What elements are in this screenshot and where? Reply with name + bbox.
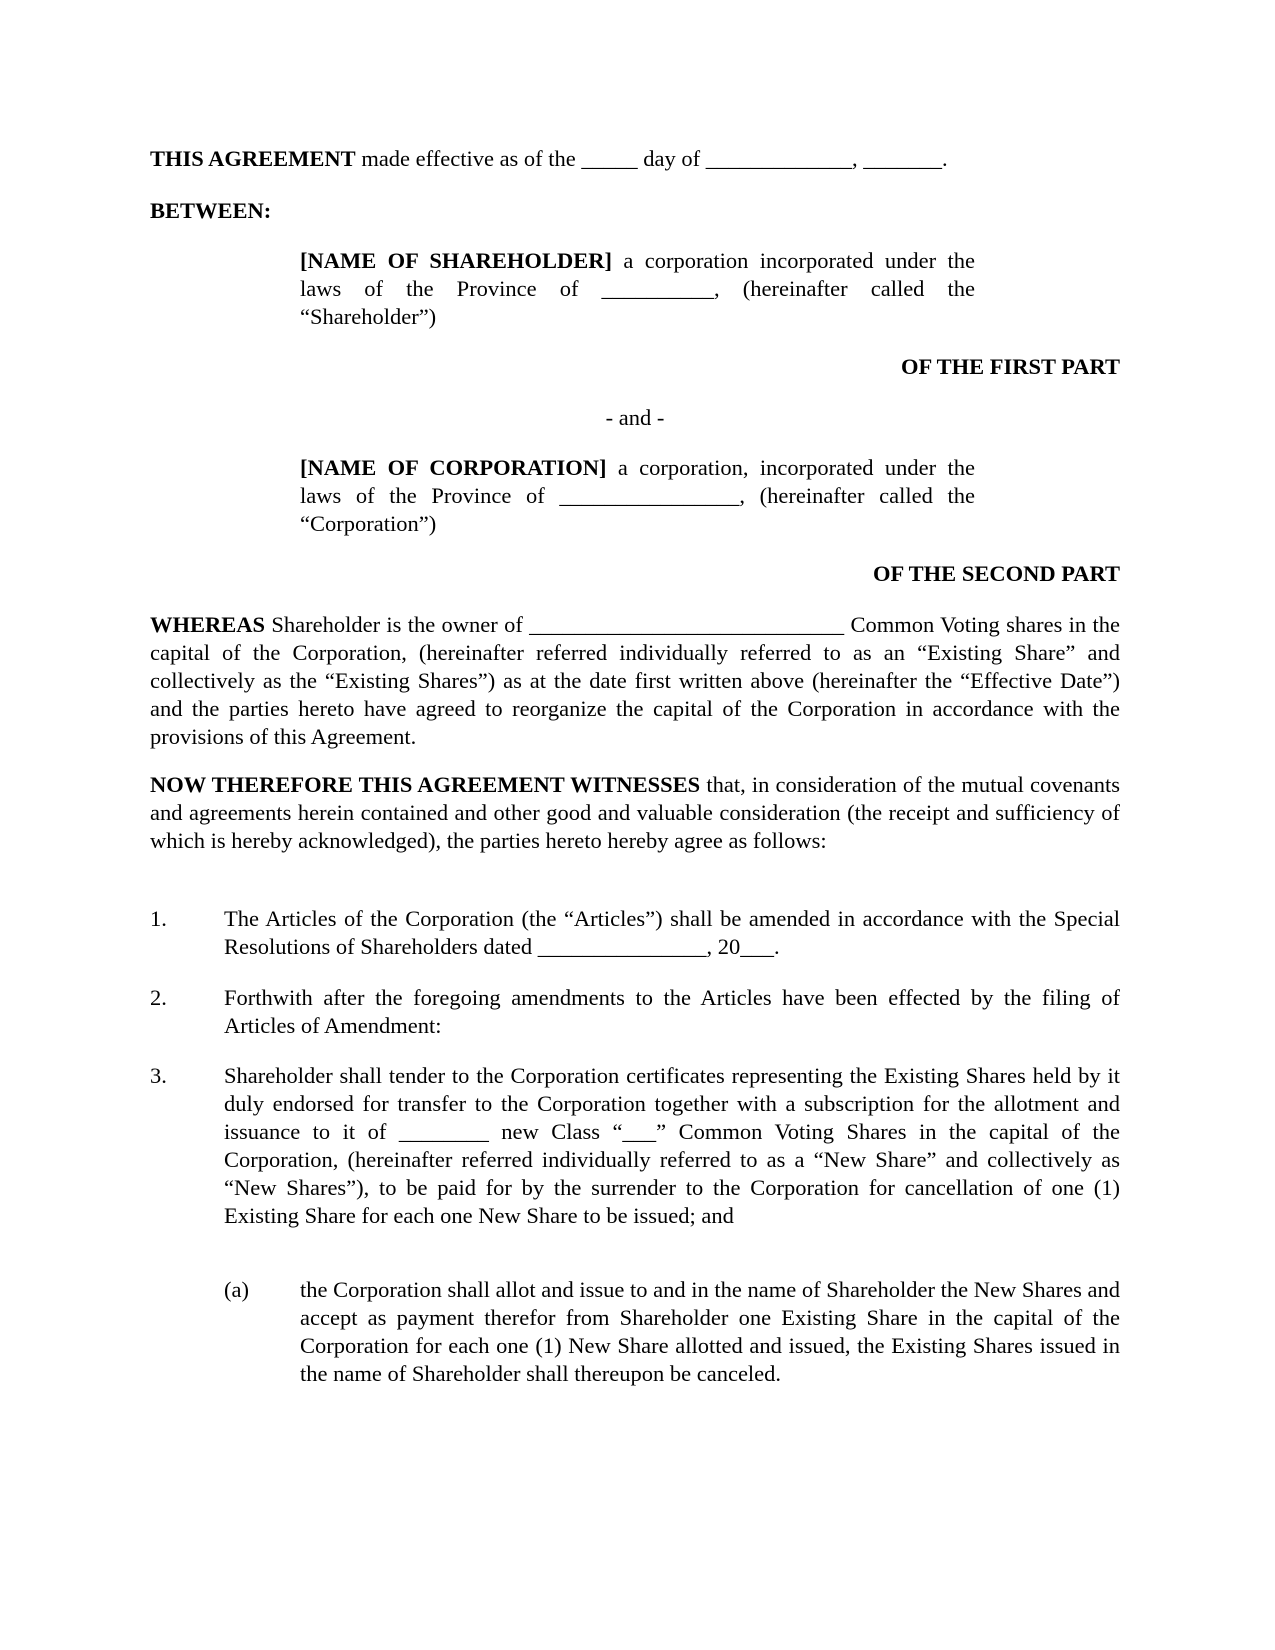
whereas-lead: WHEREAS xyxy=(150,612,266,637)
party-two-name: [NAME OF CORPORATION] xyxy=(300,455,607,480)
subclause-text: the Corporation shall allot and issue to and in the name of Shareholder the New Shares and accept as payment therefor from Shareholder one Existing Share in the capital of the Corporation for each one (1) New Share allotted and issued, the Existing Shares issued in the name of Shareholder shall thereupon be canceled. xyxy=(300,1277,1120,1386)
clause-number: 3. xyxy=(150,1063,167,1088)
clause-number: 1. xyxy=(150,906,167,931)
opening-lead: THIS AGREEMENT xyxy=(150,146,356,171)
opening-paragraph xyxy=(150,145,1120,173)
clause-text: The Articles of the Corporation (the “Articles”) shall be amended in accordance with the Special Resolutions of Shareholders dated _______________, 20___. xyxy=(224,906,1120,959)
party-two-text: a corporation, incorporated under the laws of the Province of ________________, (hereinafter called the “Corporation”) xyxy=(300,455,975,536)
party-two-paragraph xyxy=(300,454,975,538)
first-part-label: OF THE FIRST PART xyxy=(900,354,1120,379)
whereas-text: Shareholder is the owner of ____________________________ Common Voting shares in the capital of the Corporation, (hereinafter referred individually referred to as an “Existing Share” and collectively as the “Existing Shares”) as at the date first written above (hereinafter the “Effective Date”) and the parties hereto have agreed to reorganize the capital of the Corporation in accordance with the provisions of this Agreement. xyxy=(150,612,1120,749)
witnesseth-paragraph xyxy=(150,771,1120,855)
witnesseth-lead: NOW THEREFORE THIS AGREEMENT WITNESSES xyxy=(150,772,701,797)
clause-text: Forthwith after the foregoing amendments to the Articles have been effected by the filing of Articles of Amendment: xyxy=(224,985,1120,1038)
witnesseth-text: that, in consideration of the mutual covenants and agreements herein contained and other good and valuable consideration (the receipt and sufficiency of which is hereby acknowledged), the parties hereto hereby agree as follows: xyxy=(150,772,1121,853)
subclause-number: (a) xyxy=(224,1277,249,1302)
clause-number: 2. xyxy=(150,985,167,1010)
party-one-name: [NAME OF SHAREHOLDER] xyxy=(300,248,612,273)
between-label: BETWEEN: xyxy=(150,198,272,223)
party-one-text: a corporation incorporated under the laws of the Province of __________, (hereinafter called the “Shareholder”) xyxy=(300,248,975,329)
second-part-label: OF THE SECOND PART xyxy=(873,561,1120,586)
whereas-paragraph xyxy=(150,611,1120,751)
opening-text: made effective as of the _____ day of _____________, _______. xyxy=(355,146,948,171)
and-separator: - and - xyxy=(605,405,665,430)
party-one-paragraph xyxy=(300,247,975,331)
clause-text: Shareholder shall tender to the Corporation certificates representing the Existing Shares held by it duly endorsed for transfer to the Corporation together with a subscription for the allotment and issuance to it of ________ new Class “___” Common Voting Shares in the capital of the Corporation, (hereinafter referred individually referred to as a “New Share” and collectively as “New Shares”), to be paid for by the surrender to the Corporation for cancellation of one (1) Existing Share for each one New Share to be issued; and xyxy=(224,1063,1120,1228)
